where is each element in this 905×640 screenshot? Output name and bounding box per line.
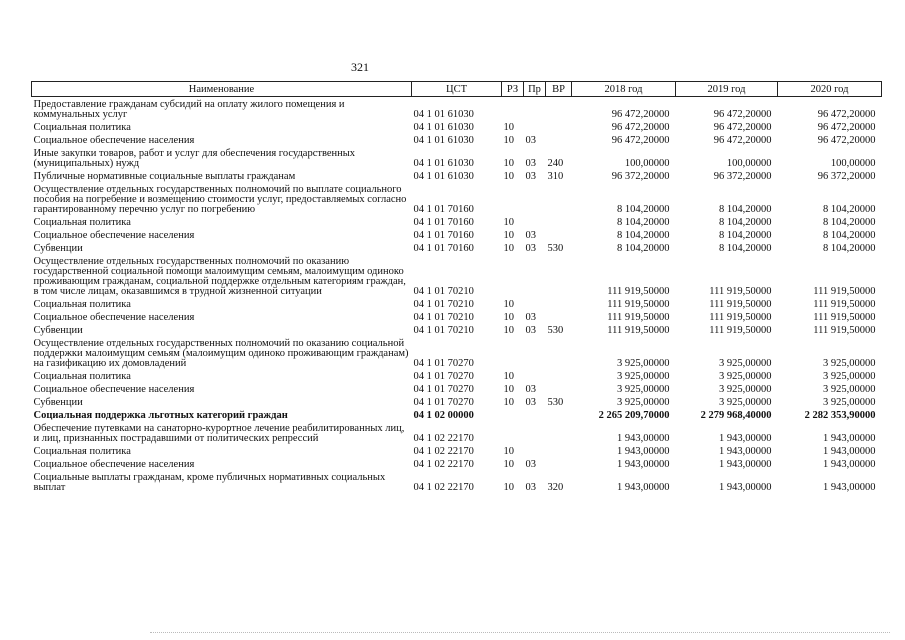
cell-vr <box>546 382 572 395</box>
cell-2018: 1 943,00000 <box>617 459 670 470</box>
cell-2018: 8 104,20000 <box>617 230 670 241</box>
cell-cst: 04 1 01 70270 <box>413 384 474 395</box>
cell-pr: 03 <box>525 171 536 182</box>
table-header <box>32 82 882 97</box>
cell-2020: 3 925,00000 <box>823 397 876 408</box>
cell-2018: 1 943,00000 <box>617 482 670 493</box>
table-row <box>32 323 882 336</box>
cell-2019: 2 279 968,40000 <box>700 410 772 421</box>
cell-rz: 10 <box>503 384 514 395</box>
cell-rz <box>502 254 524 297</box>
cell-2019: 111 919,50000 <box>709 312 772 323</box>
cell-name: Социальные выплаты гражданам, кроме публичных нормативных социальных выплат <box>33 472 386 493</box>
cell-pr <box>524 408 546 421</box>
cell-rz <box>502 182 524 215</box>
table-row <box>32 146 882 169</box>
cell-cst: 04 1 01 61030 <box>413 135 474 146</box>
cell-2019: 8 104,20000 <box>719 230 772 241</box>
cell-2019: 1 943,00000 <box>719 459 772 470</box>
cell-vr <box>546 182 572 215</box>
cell-2018: 96 472,20000 <box>611 109 670 120</box>
cell-cst: 04 1 02 22170 <box>413 446 474 457</box>
cell-vr <box>546 369 572 382</box>
cell-pr: 03 <box>525 243 536 254</box>
cell-2020: 8 104,20000 <box>823 230 876 241</box>
cell-rz: 10 <box>503 230 514 241</box>
cell-name: Субвенции <box>33 325 83 336</box>
cell-pr: 03 <box>525 397 536 408</box>
cell-rz: 10 <box>503 371 514 382</box>
cell-rz: 10 <box>503 446 514 457</box>
table-row <box>32 169 882 182</box>
table-row <box>32 444 882 457</box>
cell-rz <box>502 336 524 369</box>
cell-2018: 111 919,50000 <box>607 299 670 310</box>
cell-rz: 10 <box>503 171 514 182</box>
cell-2018: 96 472,20000 <box>611 135 670 146</box>
cell-pr: 03 <box>525 158 536 169</box>
cell-2020: 2 282 353,90000 <box>804 410 876 421</box>
cell-name: Иные закупки товаров, работ и услуг для обеспечения государственных (муниципальных) нужд <box>33 148 356 169</box>
cell-2018: 8 104,20000 <box>617 204 670 215</box>
cell-2020: 3 925,00000 <box>823 384 876 395</box>
cell-vr <box>546 408 572 421</box>
header-name: Наименование <box>32 82 412 97</box>
cell-cst: 04 1 01 70160 <box>413 217 474 228</box>
cell-2020: 3 925,00000 <box>823 371 876 382</box>
cell-rz: 10 <box>503 158 514 169</box>
cell-2020: 111 919,50000 <box>813 286 876 297</box>
cell-cst: 04 1 01 61030 <box>413 122 474 133</box>
cell-2019: 1 943,00000 <box>719 433 772 444</box>
cell-name: Осуществление отдельных государственных полномочий по оказанию социальной поддержки малоимущим семьям (малоимущим одиноко проживающим гражданам) на газификацию их домовладений <box>33 338 409 369</box>
cell-rz: 10 <box>503 135 514 146</box>
cell-vr <box>546 336 572 369</box>
cell-name: Социальное обеспечение населения <box>33 135 195 146</box>
cell-2018: 111 919,50000 <box>607 286 670 297</box>
cell-2019: 100,00000 <box>726 158 772 169</box>
cell-rz: 10 <box>503 312 514 323</box>
cell-name: Публичные нормативные социальные выплаты гражданам <box>33 171 296 182</box>
cell-2020: 1 943,00000 <box>823 482 876 493</box>
cell-2019: 111 919,50000 <box>709 299 772 310</box>
cell-pr <box>524 444 546 457</box>
cell-rz: 10 <box>503 217 514 228</box>
cell-2019: 3 925,00000 <box>719 371 772 382</box>
cell-cst: 04 1 01 70160 <box>413 204 474 215</box>
header-2018: 2018 год <box>572 82 676 97</box>
cell-vr: 530 <box>547 325 564 336</box>
cell-2019: 3 925,00000 <box>719 358 772 369</box>
cell-2020: 1 943,00000 <box>823 446 876 457</box>
cell-pr: 03 <box>525 384 536 395</box>
table-row <box>32 382 882 395</box>
cell-2018: 111 919,50000 <box>607 312 670 323</box>
cell-vr <box>546 421 572 444</box>
cell-2019: 3 925,00000 <box>719 384 772 395</box>
cell-2019: 8 104,20000 <box>719 204 772 215</box>
cell-name: Социальное обеспечение населения <box>33 230 195 241</box>
cell-2019: 1 943,00000 <box>719 446 772 457</box>
cell-name: Социальное обеспечение населения <box>33 312 195 323</box>
cell-rz: 10 <box>503 397 514 408</box>
table-row <box>32 241 882 254</box>
cell-pr: 03 <box>525 135 536 146</box>
cell-cst: 04 1 02 22170 <box>413 433 474 444</box>
cell-cst: 04 1 01 70160 <box>413 243 474 254</box>
cell-2020: 111 919,50000 <box>813 325 876 336</box>
cell-pr <box>524 421 546 444</box>
cell-name: Субвенции <box>33 243 83 254</box>
cell-cst: 04 1 01 70210 <box>413 286 474 297</box>
cell-pr <box>524 336 546 369</box>
page-number: 321 <box>351 60 369 74</box>
cell-cst: 04 1 02 00000 <box>413 410 474 421</box>
cell-2019: 1 943,00000 <box>719 482 772 493</box>
cell-name: Социальное обеспечение населения <box>33 459 195 470</box>
cell-vr <box>546 310 572 323</box>
header-cst: ЦСТ <box>412 82 502 97</box>
cell-pr: 03 <box>525 459 536 470</box>
cell-pr: 03 <box>525 312 536 323</box>
cell-2018: 3 925,00000 <box>617 358 670 369</box>
cell-cst: 04 1 01 70270 <box>413 371 474 382</box>
table-row <box>32 470 882 493</box>
cell-2020: 8 104,20000 <box>823 204 876 215</box>
header-pr: Пр <box>524 82 546 97</box>
cell-pr <box>524 97 546 121</box>
cell-2019: 96 472,20000 <box>713 122 772 133</box>
cell-2019: 111 919,50000 <box>709 286 772 297</box>
cell-2020: 1 943,00000 <box>823 459 876 470</box>
cell-name: Социальная политика <box>33 217 131 228</box>
table-row <box>32 215 882 228</box>
cell-vr: 530 <box>547 397 564 408</box>
cell-2020: 8 104,20000 <box>823 243 876 254</box>
cell-pr <box>524 369 546 382</box>
table-row <box>32 336 882 369</box>
cell-rz: 10 <box>503 299 514 310</box>
cell-2019: 8 104,20000 <box>719 217 772 228</box>
cell-rz: 10 <box>503 325 514 336</box>
cell-2020: 96 472,20000 <box>817 135 876 146</box>
cell-2020: 3 925,00000 <box>823 358 876 369</box>
cell-2018: 3 925,00000 <box>617 397 670 408</box>
cell-cst: 04 1 02 22170 <box>413 459 474 470</box>
table-row <box>32 395 882 408</box>
cell-vr: 320 <box>547 482 564 493</box>
cell-pr: 03 <box>525 230 536 241</box>
cell-pr <box>524 297 546 310</box>
header-2019: 2019 год <box>676 82 778 97</box>
cell-2020: 1 943,00000 <box>823 433 876 444</box>
cell-2019: 8 104,20000 <box>719 243 772 254</box>
cell-2018: 96 372,20000 <box>611 171 670 182</box>
cell-2019: 96 372,20000 <box>713 171 772 182</box>
table-row <box>32 97 882 121</box>
table-row <box>32 228 882 241</box>
cell-2018: 111 919,50000 <box>607 325 670 336</box>
cell-name: Социальная политика <box>33 299 131 310</box>
table-row <box>32 408 882 421</box>
table-row <box>32 182 882 215</box>
cell-rz: 10 <box>503 243 514 254</box>
table-row <box>32 310 882 323</box>
table-row <box>32 254 882 297</box>
cell-2019: 111 919,50000 <box>709 325 772 336</box>
cell-2018: 1 943,00000 <box>617 446 670 457</box>
cell-2018: 2 265 209,70000 <box>598 410 670 421</box>
cell-cst: 04 1 02 22170 <box>413 482 474 493</box>
cell-name: Социальная политика <box>33 371 131 382</box>
cell-rz: 10 <box>503 122 514 133</box>
table-row <box>32 421 882 444</box>
cell-2020: 96 472,20000 <box>817 122 876 133</box>
cell-name: Субвенции <box>33 397 83 408</box>
table-body <box>32 97 882 494</box>
cell-2019: 3 925,00000 <box>719 397 772 408</box>
cell-pr: 03 <box>525 482 536 493</box>
cell-2018: 3 925,00000 <box>617 371 670 382</box>
cell-2018: 8 104,20000 <box>617 217 670 228</box>
cell-2019: 96 472,20000 <box>713 135 772 146</box>
cell-name: Предоставление гражданам субсидий на оплату жилого помещения и коммунальных услуг <box>33 99 345 120</box>
cell-rz <box>502 408 524 421</box>
cell-vr: 240 <box>547 158 564 169</box>
cell-2020: 96 372,20000 <box>817 171 876 182</box>
cell-cst: 04 1 01 70210 <box>413 299 474 310</box>
cell-rz: 10 <box>503 459 514 470</box>
cell-vr: 530 <box>547 243 564 254</box>
scan-artifact-line <box>150 632 890 634</box>
cell-cst: 04 1 01 70270 <box>413 397 474 408</box>
cell-2020: 111 919,50000 <box>813 312 876 323</box>
table-row <box>32 120 882 133</box>
cell-vr <box>546 444 572 457</box>
cell-cst: 04 1 01 70160 <box>413 230 474 241</box>
header-2020: 2020 год <box>778 82 882 97</box>
cell-2018: 100,00000 <box>624 158 670 169</box>
table-row <box>32 297 882 310</box>
cell-name: Социальная политика <box>33 446 131 457</box>
cell-cst: 04 1 01 61030 <box>413 171 474 182</box>
cell-rz: 10 <box>503 482 514 493</box>
table-row <box>32 457 882 470</box>
cell-vr <box>546 457 572 470</box>
header-vr: ВР <box>546 82 572 97</box>
cell-2020: 111 919,50000 <box>813 299 876 310</box>
cell-pr <box>524 254 546 297</box>
cell-pr <box>524 182 546 215</box>
header-rz: РЗ <box>502 82 524 97</box>
cell-vr <box>546 120 572 133</box>
cell-2020: 8 104,20000 <box>823 217 876 228</box>
cell-rz <box>502 97 524 121</box>
cell-name: Социальная политика <box>33 122 131 133</box>
table-row <box>32 133 882 146</box>
cell-2018: 3 925,00000 <box>617 384 670 395</box>
cell-2018: 96 472,20000 <box>611 122 670 133</box>
cell-vr <box>546 133 572 146</box>
cell-vr <box>546 228 572 241</box>
cell-vr <box>546 97 572 121</box>
cell-pr: 03 <box>525 325 536 336</box>
cell-vr <box>546 215 572 228</box>
cell-cst: 04 1 01 70210 <box>413 325 474 336</box>
cell-vr: 310 <box>547 171 564 182</box>
cell-2020: 96 472,20000 <box>817 109 876 120</box>
cell-name: Осуществление отдельных государственных полномочий по выплате социального пособия на погребение и возмещению стоимости услуг, предоставляемых согласно гарантированному перечню услуг по погребению <box>33 184 407 215</box>
cell-rz <box>502 421 524 444</box>
cell-2018: 8 104,20000 <box>617 243 670 254</box>
cell-pr <box>524 215 546 228</box>
budget-table <box>31 81 882 493</box>
cell-vr <box>546 297 572 310</box>
cell-2018: 1 943,00000 <box>617 433 670 444</box>
cell-name: Социальная поддержка льготных категорий граждан <box>33 410 288 421</box>
table-row <box>32 369 882 382</box>
cell-cst: 04 1 01 61030 <box>413 158 474 169</box>
cell-vr <box>546 254 572 297</box>
cell-pr <box>524 120 546 133</box>
cell-name: Осуществление отдельных государственных полномочий по оказанию государственной социальной помощи малоимущим семьям, малоимущим одиноко проживающим гражданам, социальной поддержке отдельным категориям граждан, в том числе лицам, оказавшимся в трудной жизненной ситуации <box>33 256 406 297</box>
cell-cst: 04 1 01 70210 <box>413 312 474 323</box>
cell-name: Социальное обеспечение населения <box>33 384 195 395</box>
cell-cst: 04 1 01 70270 <box>413 358 474 369</box>
cell-2020: 100,00000 <box>830 158 876 169</box>
cell-2019: 96 472,20000 <box>713 109 772 120</box>
cell-cst: 04 1 01 61030 <box>413 109 474 120</box>
cell-name: Обеспечение путевками на санаторно-курортное лечение реабилитированных лиц, и лиц, признанных пострадавшими от политических репрессий <box>33 423 405 444</box>
